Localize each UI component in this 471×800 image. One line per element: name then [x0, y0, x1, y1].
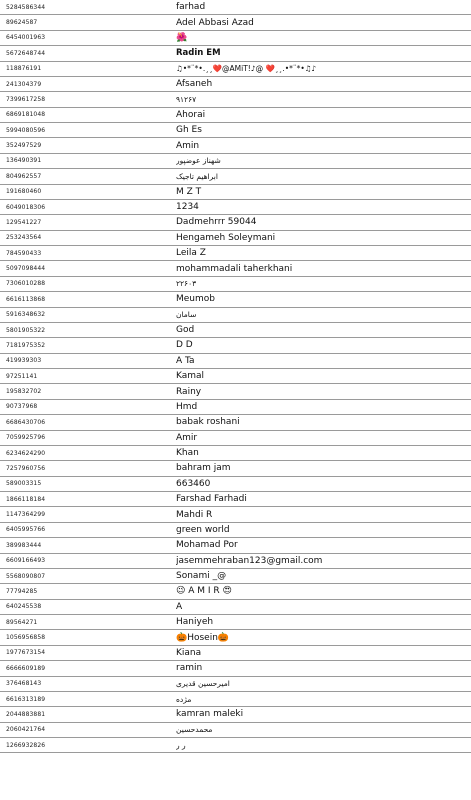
user-name-cell: mohammadali taherkhani — [176, 263, 293, 274]
table-row — [0, 261, 471, 276]
user-id-cell: 6609166493 — [6, 557, 46, 565]
table-row — [0, 92, 471, 107]
table-row — [0, 692, 471, 707]
user-id-cell: 6616313189 — [6, 695, 46, 703]
table-row — [0, 446, 471, 461]
user-name-cell: Amin — [176, 140, 200, 151]
user-id-cell: 90737968 — [6, 403, 38, 411]
table-row — [0, 169, 471, 184]
table-row — [0, 538, 471, 553]
table-row — [0, 277, 471, 292]
user-id-cell: 195832702 — [6, 388, 42, 396]
user-id-cell: 7181975352 — [6, 341, 46, 349]
table-row — [0, 507, 471, 522]
user-id-cell: 2044883881 — [6, 710, 46, 718]
user-id-cell: 2060421764 — [6, 726, 46, 734]
table-row — [0, 292, 471, 307]
user-name-cell: ۹۱۲۶۷ — [176, 94, 197, 104]
table-row — [0, 215, 471, 230]
table-row — [0, 246, 471, 261]
user-id-cell: 6666609189 — [6, 664, 46, 672]
table-row — [0, 77, 471, 92]
table-row — [0, 554, 471, 569]
user-name-cell: bahram jam — [176, 463, 231, 474]
user-id-cell: 376468143 — [6, 680, 42, 688]
user-name-cell: Leila Z — [176, 248, 206, 259]
user-name-cell: Hmd — [176, 401, 198, 412]
user-id-cell: 7399617258 — [6, 95, 46, 103]
user-id-cell: 6686430706 — [6, 418, 46, 426]
user-id-cell: 5916348632 — [6, 311, 46, 319]
user-name-cell: 😉 A M I R 😍 — [176, 586, 232, 597]
user-id-cell: 1866118184 — [6, 495, 46, 503]
user-name-cell: God — [176, 325, 195, 336]
user-name-cell: 🌺 — [176, 32, 188, 43]
user-id-cell: 784590433 — [6, 249, 42, 257]
user-name-cell: jasemmehraban123@gmail.com — [176, 555, 323, 566]
table-row — [0, 477, 471, 492]
user-name-cell: ابراهیم تاجیک — [176, 171, 218, 181]
user-id-cell: 5994080596 — [6, 126, 46, 134]
table-row — [0, 108, 471, 123]
table-row — [0, 646, 471, 661]
user-name-cell: شهناز عوضپور — [176, 156, 221, 166]
user-id-cell: 118876191 — [6, 65, 42, 73]
table-row — [0, 738, 471, 753]
table-row — [0, 154, 471, 169]
user-id-cell: 89564271 — [6, 618, 38, 626]
user-name-cell: 🎃Hosein🎃 — [176, 632, 230, 643]
user-id-cell: 97251141 — [6, 372, 38, 380]
user-id-cell: 5672648744 — [6, 49, 46, 57]
table-row — [0, 569, 471, 584]
table-row — [0, 615, 471, 630]
user-id-cell: 5284586344 — [6, 3, 46, 11]
table-row — [0, 15, 471, 30]
table-row — [0, 600, 471, 615]
user-id-cell: 419939303 — [6, 357, 42, 365]
user-id-cell: 253243564 — [6, 234, 42, 242]
user-name-cell: Mohamad Por — [176, 540, 238, 551]
user-id-cell: 241304379 — [6, 80, 42, 88]
user-id-cell: 5801905322 — [6, 326, 46, 334]
user-name-cell: Mahdi R — [176, 509, 213, 520]
user-name-cell: ramin — [176, 663, 203, 674]
user-id-cell: 589003315 — [6, 480, 42, 488]
table-row — [0, 369, 471, 384]
user-id-cell: 6234624290 — [6, 449, 46, 457]
user-name-cell: ر ر — [176, 740, 186, 750]
user-name-cell: 663460 — [176, 478, 211, 489]
user-id-cell: 191680460 — [6, 188, 42, 196]
table-row — [0, 62, 471, 77]
table-row — [0, 707, 471, 722]
user-name-cell: Amir — [176, 432, 198, 443]
table-row — [0, 461, 471, 476]
table-row — [0, 354, 471, 369]
user-id-cell: 77794285 — [6, 587, 38, 595]
user-id-cell: 1977673154 — [6, 649, 46, 657]
user-id-cell: 6049018306 — [6, 203, 46, 211]
user-id-cell: 6616113868 — [6, 295, 46, 303]
user-id-cell: 640245538 — [6, 603, 42, 611]
user-name-cell: D D — [176, 340, 193, 351]
user-id-cell: 389983444 — [6, 541, 42, 549]
user-name-cell: ۲۲۶۰۳ — [176, 279, 197, 289]
user-id-cell: 5097098444 — [6, 265, 46, 273]
user-name-cell: سامان — [176, 310, 197, 320]
table-row — [0, 185, 471, 200]
table-row — [0, 492, 471, 507]
user-id-cell: 1147364299 — [6, 511, 46, 519]
user-name-cell: Haniyeh — [176, 617, 214, 628]
user-name-cell: Radin EM — [176, 48, 221, 59]
user-name-cell: Adel Abbasi Azad — [176, 17, 254, 28]
table-row — [0, 46, 471, 61]
user-name-cell: green world — [176, 524, 230, 535]
user-name-cell: محمدحسین — [176, 725, 213, 735]
user-name-cell: farhad — [176, 2, 206, 13]
user-name-cell: Hengameh Soleymani — [176, 232, 276, 243]
user-name-cell: Dadmehrrr 59044 — [176, 217, 257, 228]
user-id-cell: 804962557 — [6, 172, 42, 180]
user-id-cell: 352497529 — [6, 142, 42, 150]
table-row — [0, 308, 471, 323]
user-name-cell: A — [176, 601, 183, 612]
user-name-cell: kamran maleki — [176, 709, 244, 720]
table-row — [0, 138, 471, 153]
table-row — [0, 0, 471, 15]
table-row — [0, 400, 471, 415]
user-name-cell: Rainy — [176, 386, 202, 397]
user-name-cell: Khan — [176, 448, 199, 459]
user-id-cell: 89624587 — [6, 19, 38, 27]
user-id-cell: 6405995766 — [6, 526, 46, 534]
user-name-cell: Afsaneh — [176, 79, 213, 90]
table-row — [0, 723, 471, 738]
table-row — [0, 431, 471, 446]
user-name-cell: A Ta — [176, 355, 195, 366]
table-row — [0, 123, 471, 138]
table-row — [0, 323, 471, 338]
user-name-cell: ♫•*¨*•.¸¸❤️@AMiT!♪@ ❤️¸¸.•*¨*•♫♪ — [176, 64, 317, 74]
table-row — [0, 200, 471, 215]
user-id-cell: 7306010288 — [6, 280, 46, 288]
user-name-cell: Gh Es — [176, 125, 202, 136]
user-name-cell: امیرحسین قدیری — [176, 679, 230, 689]
table-row — [0, 661, 471, 676]
user-id-cell: 129541227 — [6, 218, 42, 226]
table-row — [0, 584, 471, 599]
user-name-cell: Kiana — [176, 647, 202, 658]
user-id-cell: 1266932826 — [6, 741, 46, 749]
user-id-cell: 136490391 — [6, 157, 42, 165]
user-id-cell: 5568090807 — [6, 572, 46, 580]
table-row — [0, 338, 471, 353]
user-id-cell: 6869181048 — [6, 111, 46, 119]
user-name-cell: Ahorai — [176, 109, 206, 120]
user-id-cell: 7257960756 — [6, 464, 46, 472]
table-row — [0, 231, 471, 246]
table-row — [0, 384, 471, 399]
user-id-cell: 1056956858 — [6, 634, 46, 642]
user-id-cell: 6454001963 — [6, 34, 46, 42]
table-row — [0, 523, 471, 538]
user-id-cell: 7059925796 — [6, 434, 46, 442]
user-name-cell: babak roshani — [176, 417, 240, 428]
user-name-cell: مژده — [176, 694, 192, 704]
user-name-cell: Meumob — [176, 294, 215, 305]
user-name-cell: Farshad Farhadi — [176, 494, 247, 505]
user-name-cell: 1234 — [176, 202, 199, 213]
table-row — [0, 415, 471, 430]
user-name-cell: Kamal — [176, 371, 205, 382]
table-row — [0, 31, 471, 46]
table-row — [0, 677, 471, 692]
user-name-cell: M Z T — [176, 186, 202, 197]
user-name-cell: Sonami _@ — [176, 571, 227, 582]
table-row — [0, 630, 471, 645]
